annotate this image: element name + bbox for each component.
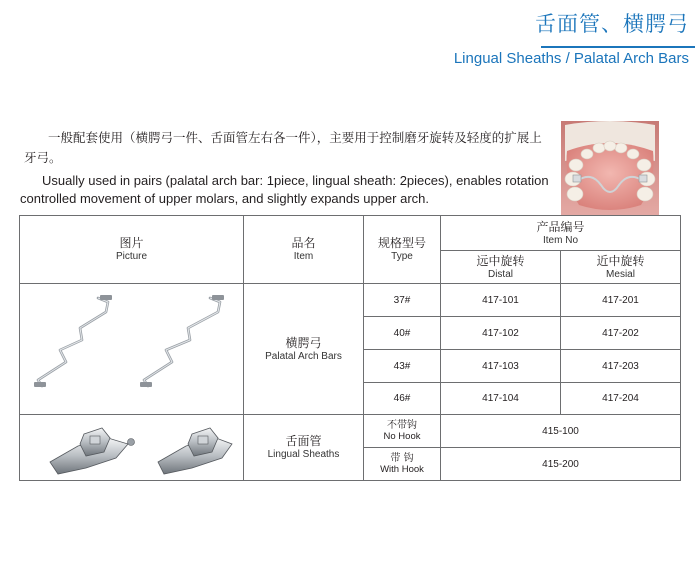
mesial-code-cell: 417-204 (561, 383, 681, 415)
title-chinese: 舌面管、横腭弓 (535, 12, 689, 36)
lingual-sheath-item (244, 415, 364, 481)
header-type-cn: 规格型号 (377, 236, 426, 250)
distal-code-cell: 417-102 (441, 317, 561, 350)
header-picture-cn: 图片 (119, 236, 144, 250)
distal-code-cell: 417-101 (441, 284, 561, 317)
distal-code-cell: 417-103 (441, 350, 561, 383)
mesial-code-cell: 417-202 (561, 317, 681, 350)
type-cell (364, 448, 441, 481)
mesial-code-cell: 417-203 (561, 350, 681, 383)
header-mesial-en: Mesial (606, 268, 635, 280)
header-type-en: Type (391, 251, 413, 262)
item-code-cell: 415-200 (441, 448, 681, 481)
product-table (19, 215, 681, 481)
lingual-sheath-image (20, 416, 242, 480)
type-cell: 37# (364, 284, 441, 317)
distal-code-cell: 417-104 (441, 383, 561, 415)
type-with-hook-en: With Hook (380, 464, 424, 475)
type-with-hook-cn: 带 钩 (390, 453, 414, 464)
intro-chinese: 一般配套使用（横腭弓一件、舌面管左右各一件），主要用于控制磨牙旋转及轻度的扩展上牙弓。 (24, 130, 542, 165)
table-row (20, 284, 681, 317)
type-cell: 43# (364, 350, 441, 383)
header-itemno-en: Item No (543, 234, 579, 246)
table-row (20, 415, 681, 448)
lingual-sheath-picture (20, 415, 244, 481)
header-item (244, 216, 364, 284)
type-cell (364, 415, 441, 448)
lingual-item-en: Lingual Sheaths (267, 449, 340, 460)
palatal-item-cn: 横腭弓 (285, 335, 322, 350)
title-english: Lingual Sheaths / Palatal Arch Bars (453, 50, 689, 67)
dental-photo (561, 121, 659, 215)
header-distal-cn: 远中旋转 (476, 253, 525, 268)
palatal-arch-item (244, 284, 364, 415)
header-item-no (441, 216, 681, 251)
header-mesial-cn: 近中旋转 (596, 253, 645, 268)
header-itemno-cn: 产品编号 (536, 219, 585, 234)
item-code-cell: 415-100 (441, 415, 681, 448)
palatal-arch-bar-image (20, 284, 242, 414)
type-cell: 40# (364, 317, 441, 350)
type-no-hook-en: No Hook (383, 431, 421, 442)
mesial-code-cell: 417-201 (561, 284, 681, 317)
header-distal-en: Distal (487, 268, 513, 280)
lingual-item-cn: 舌面管 (285, 434, 322, 448)
palatal-arch-picture (20, 284, 244, 415)
header-picture (20, 216, 244, 284)
title-divider (541, 46, 695, 48)
header-item-cn: 品名 (291, 236, 316, 250)
header-mesial (561, 251, 681, 284)
header-distal (441, 251, 561, 284)
type-cell: 46# (364, 383, 441, 415)
header-item-en: Item (293, 251, 314, 262)
type-no-hook-cn: 不带钩 (387, 420, 417, 431)
header-picture-en: Picture (115, 251, 148, 262)
header-type (364, 216, 441, 284)
palatal-item-en: Palatal Arch Bars (265, 350, 342, 362)
intro-english: Usually used in pairs (palatal arch bar: 1piece, lingual sheath: 2pieces), enables rotation controlled movement of upper molars, and slightly expands upper arch. (20, 173, 549, 206)
